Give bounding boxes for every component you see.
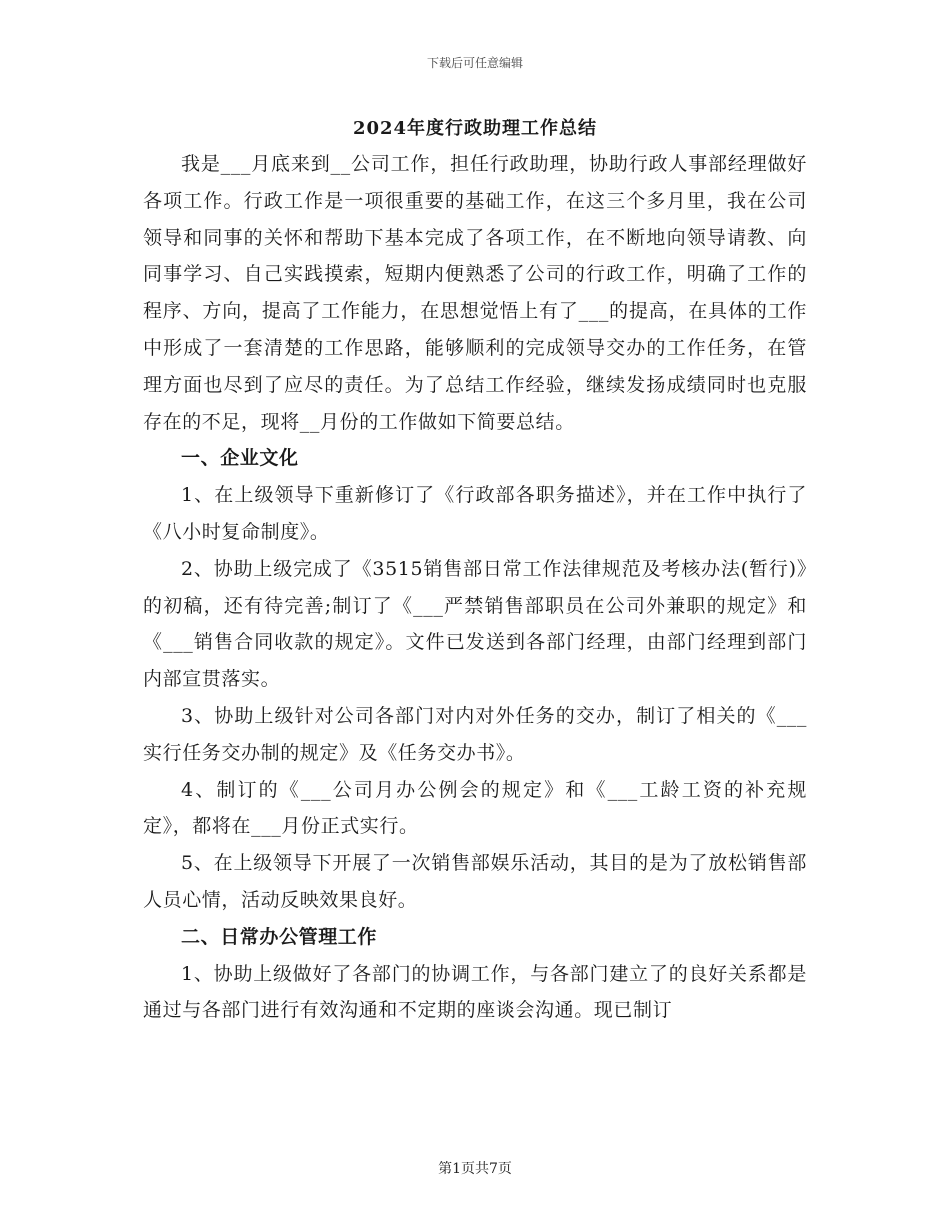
document-title: 2024年度行政助理工作总结 [352,118,598,139]
section-heading-office-management: 二、日常办公管理工作 [181,925,378,948]
document-body [143,146,807,1029]
page-number: 第1页共7页 [438,1161,512,1177]
intro-paragraph: 我是___月底来到__公司工作，担任行政助理，协助行政人事部经理做好各项工作。行政工作是一项很重要的基础工作，在这三个多月里，我在公司领导和同事的关怀和帮助下基本完成了各项工作，在不断地向领导请教、向同事学习、自己实践摸索，短期内便熟悉了公司的行政工作，明确了工作的程序、方向，提高了工作能力，在思想觉悟上有了___的提高，在具体的工作中形成了一套清楚的工作思路，能够顺利的完成领导交办的工作任务，在管理方面也尽到了应尽的责任。为了总结工作经验，继续发扬成绩同时也克服存在的不足，现将__月份的工作做如下简要总结。 [143,153,807,433]
list-item-culture-3: 3、协助上级针对公司各部门对内对外任务的交办，制订了相关的《___实行任务交办制的规定》及《任务交办书》。 [143,704,807,764]
header-note: 下载后可任意编辑 [426,56,523,70]
list-item-office-1: 1、协助上级做好了各部门的协调工作，与各部门建立了的良好关系都是通过与各部门进行有效沟通和不定期的座谈会沟通。现已制订 [143,962,807,1022]
list-item-culture-5: 5、在上级领导下开展了一次销售部娱乐活动，其目的是为了放松销售部人员心情，活动反映效果良好。 [143,852,807,911]
list-item-culture-2: 2、协助上级完成了《3515销售部日常工作法律规范及考核办法(暂行)》的初稿，还有待完善;制订了《___严禁销售部职员在公司外兼职的规定》和《___销售合同收款的规定》。文件已发送到各部门经理，由部门经理到部门内部宣贯落实。 [143,557,807,691]
list-item-culture-1: 1、在上级领导下重新修订了《行政部各职务描述》，并在工作中执行了《八小时复命制度》。 [143,484,807,543]
section-heading-corporate-culture: 一、企业文化 [181,447,299,470]
list-item-culture-4: 4、制订的《___公司月办公例会的规定》和《___工龄工资的补充规定》，都将在___月份正式实行。 [143,778,807,838]
